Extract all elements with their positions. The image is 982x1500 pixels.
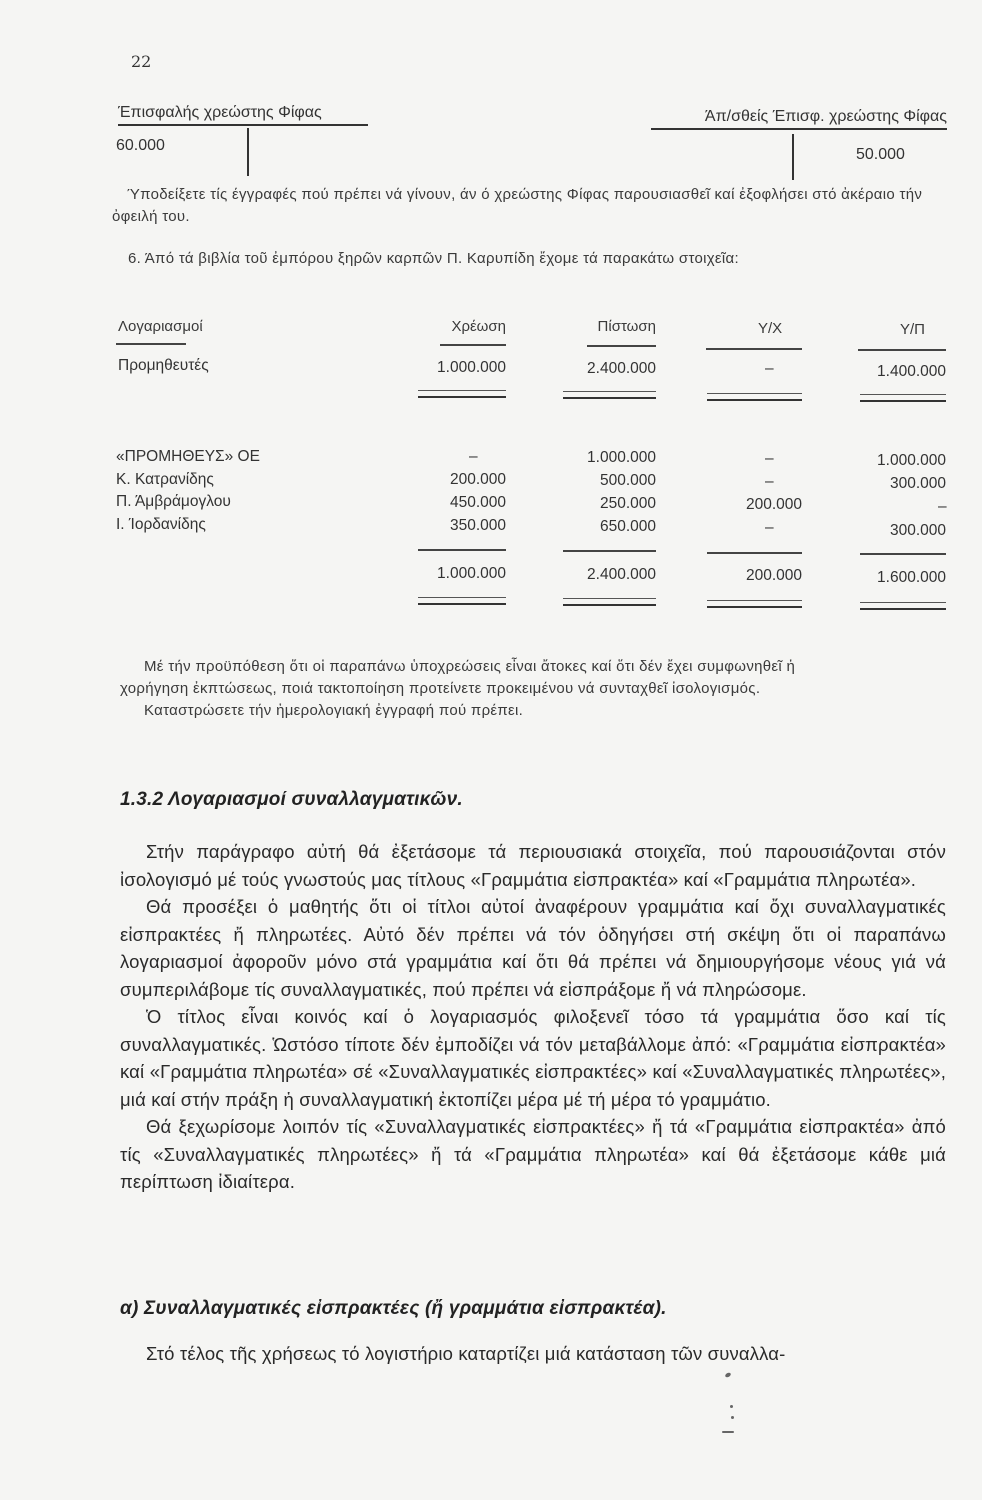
double-underline: [563, 598, 656, 606]
row-account: Κ. Κατρανίδης: [116, 471, 214, 488]
row-balance-credit: 300.000: [889, 522, 946, 539]
row-balance-credit: –: [938, 498, 947, 515]
header-underline: [587, 345, 656, 347]
total-balance-debit: 200.000: [745, 567, 802, 584]
row-account: Ι. Ίορδανίδης: [116, 516, 206, 533]
col-header-credit: Πίστωση: [597, 318, 656, 335]
row-account: «ΠΡΟΜΗΘΕΥΣ» ΟΕ: [116, 448, 260, 465]
summary-row-balance-credit: 1.400.000: [877, 363, 946, 380]
section-heading: 1.3.2 Λογαριασμοί συναλλαγματικῶν.: [120, 789, 463, 810]
row-balance-credit: 300.000: [889, 475, 946, 492]
summary-row-credit: 2.400.000: [587, 360, 656, 377]
col-header-balance-debit: Υ/Χ: [758, 320, 783, 337]
t-account-title: Έπισφαλής χρεώστης Φίφας: [118, 104, 368, 126]
t-account-written-off-debtor: [651, 108, 947, 130]
subsection-heading: α) Συναλλαγματικές εἰσπρακτέες (ἤ γραμμάτια εἰσπρακτέα).: [120, 1298, 667, 1319]
exercise-question: [112, 184, 952, 228]
exercise-6-question: [120, 656, 960, 722]
row-balance-debit: 200.000: [745, 496, 802, 513]
header-underline: [116, 343, 186, 345]
scan-mark: [724, 1372, 731, 1378]
summary-row-balance-debit: –: [765, 360, 774, 377]
paragraph: Θά προσέξει ὁ μαθητής ὅτι οἱ τίτλοι αὐτοί ἀναφέρουν γραμμάτια καί ὄχι συναλλαγματικές εἰσπρακτέες ἤ πληρωτέες. Αὐτό δέν πρέπει νά τόν ὁδηγήσει στή σκέψη ὅτι οἱ παραπάνω λογαριασμοί ἀφοροῦν μόνο στά γραμμάτια καί ὅτι θά πρέπει νά δημιουργήσομε νέους γιά νά συμπεριλάβομε τίς συναλλαγματικές, πού πρέπει νά εἰσπράξομε ἤ νά πληρώσομε.: [120, 896, 946, 1000]
total-credit: 2.400.000: [587, 566, 656, 583]
double-underline: [860, 602, 946, 610]
double-underline: [563, 391, 656, 399]
t-account-credit-value: 50.000: [856, 146, 905, 163]
scan-mark: [722, 1431, 734, 1433]
double-underline: [418, 390, 506, 398]
row-credit: 250.000: [599, 495, 656, 512]
subtotal-line: [707, 552, 802, 554]
summary-row-account: Προμηθευτές: [118, 357, 209, 374]
t-account-bad-debtor: [118, 104, 368, 126]
double-underline: [418, 597, 506, 605]
row-debit: –: [469, 448, 478, 465]
double-underline: [707, 393, 802, 401]
double-underline: [707, 600, 802, 608]
t-account-divider: [792, 134, 794, 180]
question-line: χορήγηση ἐκπτώσεως, ποιά τακτοποίηση προτείνετε προκειμένου νά συνταχθεῖ ἰσολογισμός.: [120, 680, 761, 697]
subtotal-line: [563, 550, 656, 552]
subtotal-line: [418, 549, 506, 551]
paragraph: Στήν παράγραφο αὐτή θά ἐξετάσομε τά περιουσιακά στοιχεῖα, πού παρουσιάζονται στόν ἰσολογισμό μέ τούς γνωστούς μας τίτλους «Γραμμάτια εἰσπρακτέα» καί «Γραμμάτια πληρωτέα».: [120, 841, 946, 890]
col-header-debit: Χρέωση: [451, 318, 506, 335]
row-debit: 200.000: [449, 471, 506, 488]
scan-mark: [730, 1405, 733, 1408]
paragraph: Ὁ τίτλος εἶναι κοινός καί ὁ λογαριασμός φιλοξενεῖ τόσο τά γραμμάτια ὅσο καί τίς συναλλαγματικές. Ὡστόσο τίποτε δέν ἐμποδίζει νά τόν μεταβάλλομε ἀπό: «Γραμμάτια εἰσπρακτέα» καί «Γραμμάτια πληρωτέα» σέ «Συναλλαγματικές εἰσπρακτέες» καί «Συναλλαγματικές πληρωτέες», μιά καί στήν πράξη ἡ συναλλαγματική ἐκτοπίζει μέρα μέ τή μέρα τό γραμμάτιο.: [120, 1006, 946, 1110]
row-account: Π. Άμβράμογλου: [116, 493, 231, 510]
t-account-title: Άπ/σθείς Έπισφ. χρεώστης Φίφας: [651, 108, 947, 130]
row-debit: 450.000: [449, 494, 506, 511]
row-balance-debit: –: [765, 519, 774, 536]
t-account-debit-value: 60.000: [116, 137, 165, 154]
summary-row-debit: 1.000.000: [437, 359, 506, 376]
total-debit: 1.000.000: [437, 565, 506, 582]
question-text: Ύποδείξετε τίς έγγραφές πού πρέπει νά γίνουν, άν ό χρεώστης Φίφας παρουσιασθεῖ καί ἐξοφλήσει στό ἀκέραιο τήν ὀφειλή του.: [112, 186, 923, 225]
scan-mark: [731, 1416, 734, 1419]
row-balance-debit: –: [765, 450, 774, 467]
row-debit: 350.000: [449, 517, 506, 534]
row-balance-debit: –: [765, 473, 774, 490]
page-number: 22: [131, 52, 152, 71]
t-account-divider: [247, 128, 249, 176]
exercise-6-intro: 6. Άπό τά βιβλία τοῦ ἐμπόρου ξηρῶν καρπῶν Π. Καρυπίδη ἔχομε τά παρακάτω στοιχεῖα:: [128, 250, 739, 267]
subsection-body: [120, 1340, 950, 1368]
row-balance-credit: 1.000.000: [877, 452, 946, 469]
question-line: Καταστρώσετε τήν ἡμερολογιακή ἐγγραφή πού πρέπει.: [144, 702, 524, 719]
col-header-balance-credit: Υ/Π: [900, 321, 926, 338]
col-header-accounts: Λογαριασμοί: [118, 318, 203, 335]
header-underline: [706, 348, 802, 350]
total-balance-credit: 1.600.000: [877, 569, 946, 586]
section-body: [120, 838, 946, 1196]
row-credit: 500.000: [599, 472, 656, 489]
header-underline: [440, 344, 506, 346]
row-credit: 650.000: [599, 518, 656, 535]
row-credit: 1.000.000: [587, 449, 656, 466]
subtotal-line: [860, 553, 946, 555]
question-line: Μέ τήν προϋπόθεση ὅτι οἱ παραπάνω ὑποχρεώσεις εἶναι ἄτοκες καί ὅτι δέν ἔχει συμφωνηθεῖ ἡ: [144, 658, 796, 675]
paragraph: Στό τέλος τῆς χρήσεως τό λογιστήριο καταρτίζει μιά κατάσταση τῶν συναλλα-: [146, 1343, 786, 1364]
double-underline: [860, 394, 946, 402]
header-underline: [858, 349, 946, 351]
paragraph: Θά ξεχωρίσομε λοιπόν τίς «Συναλλαγματικές εἰσπρακτέες» ἤ τά «Γραμμάτια εἰσπρακτέα» ἀπό τίς «Συναλλαγματικές πληρωτέες» ἤ τά «Γραμμάτια πληρωτέα» καί θά ἐξετάσομε κάθε μιά περίπτωση ἰδιαίτερα.: [120, 1116, 946, 1192]
